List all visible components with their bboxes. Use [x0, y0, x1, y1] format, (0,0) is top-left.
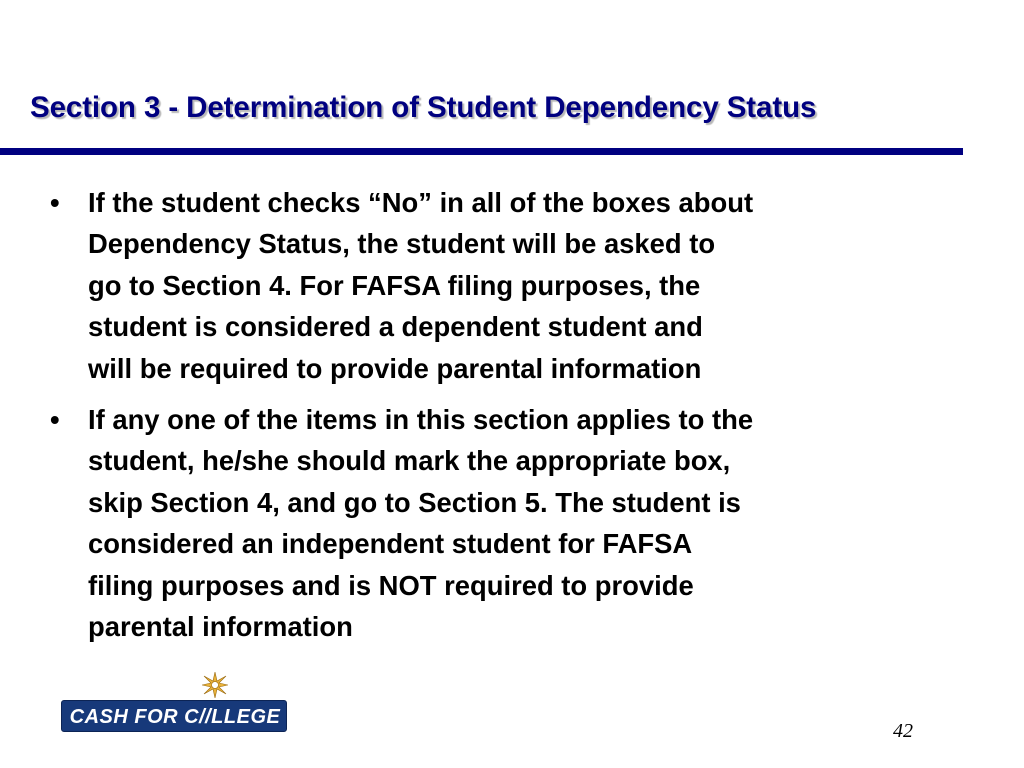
cash-for-college-logo: [61, 672, 287, 732]
bullet-line: go to Section 4. For FAFSA filing purposes, the: [88, 269, 701, 301]
bullet-line: If any one of the items in this section applies to the: [88, 404, 754, 436]
bullet-line: parental information: [88, 611, 353, 643]
bullet-line: student, he/she should mark the appropriate box,: [88, 445, 731, 477]
bullet-line: considered an independent student for FAFSA: [88, 528, 693, 560]
bullet-icon: •: [50, 404, 60, 436]
bullet-line: If the student checks “No” in all of the boxes about: [88, 187, 754, 218]
logo-banner: [61, 700, 287, 732]
bullet-list: [42, 182, 942, 657]
bullet-line: Dependency Status, the student will be asked to: [88, 228, 716, 260]
bullet-line: skip Section 4, and go to Section 5. The student is: [88, 486, 741, 518]
bullet-line: student is considered a dependent student and: [88, 311, 703, 343]
bullet-item-dependent: [42, 182, 942, 389]
bullet-item-independent: [42, 399, 942, 647]
slide-title: Section 3 - Determination of Student Dependency Status: [30, 91, 817, 124]
bullet-line: filing purposes and is NOT required to provide: [88, 569, 694, 601]
bullet-line: will be required to provide parental information: [88, 352, 702, 384]
page-number: 42: [893, 720, 913, 742]
star-burst-icon: [202, 672, 228, 698]
title-divider: [0, 148, 963, 155]
bullet-icon: •: [50, 187, 60, 218]
logo-text: CASH FOR C//LLEGE: [69, 706, 281, 728]
